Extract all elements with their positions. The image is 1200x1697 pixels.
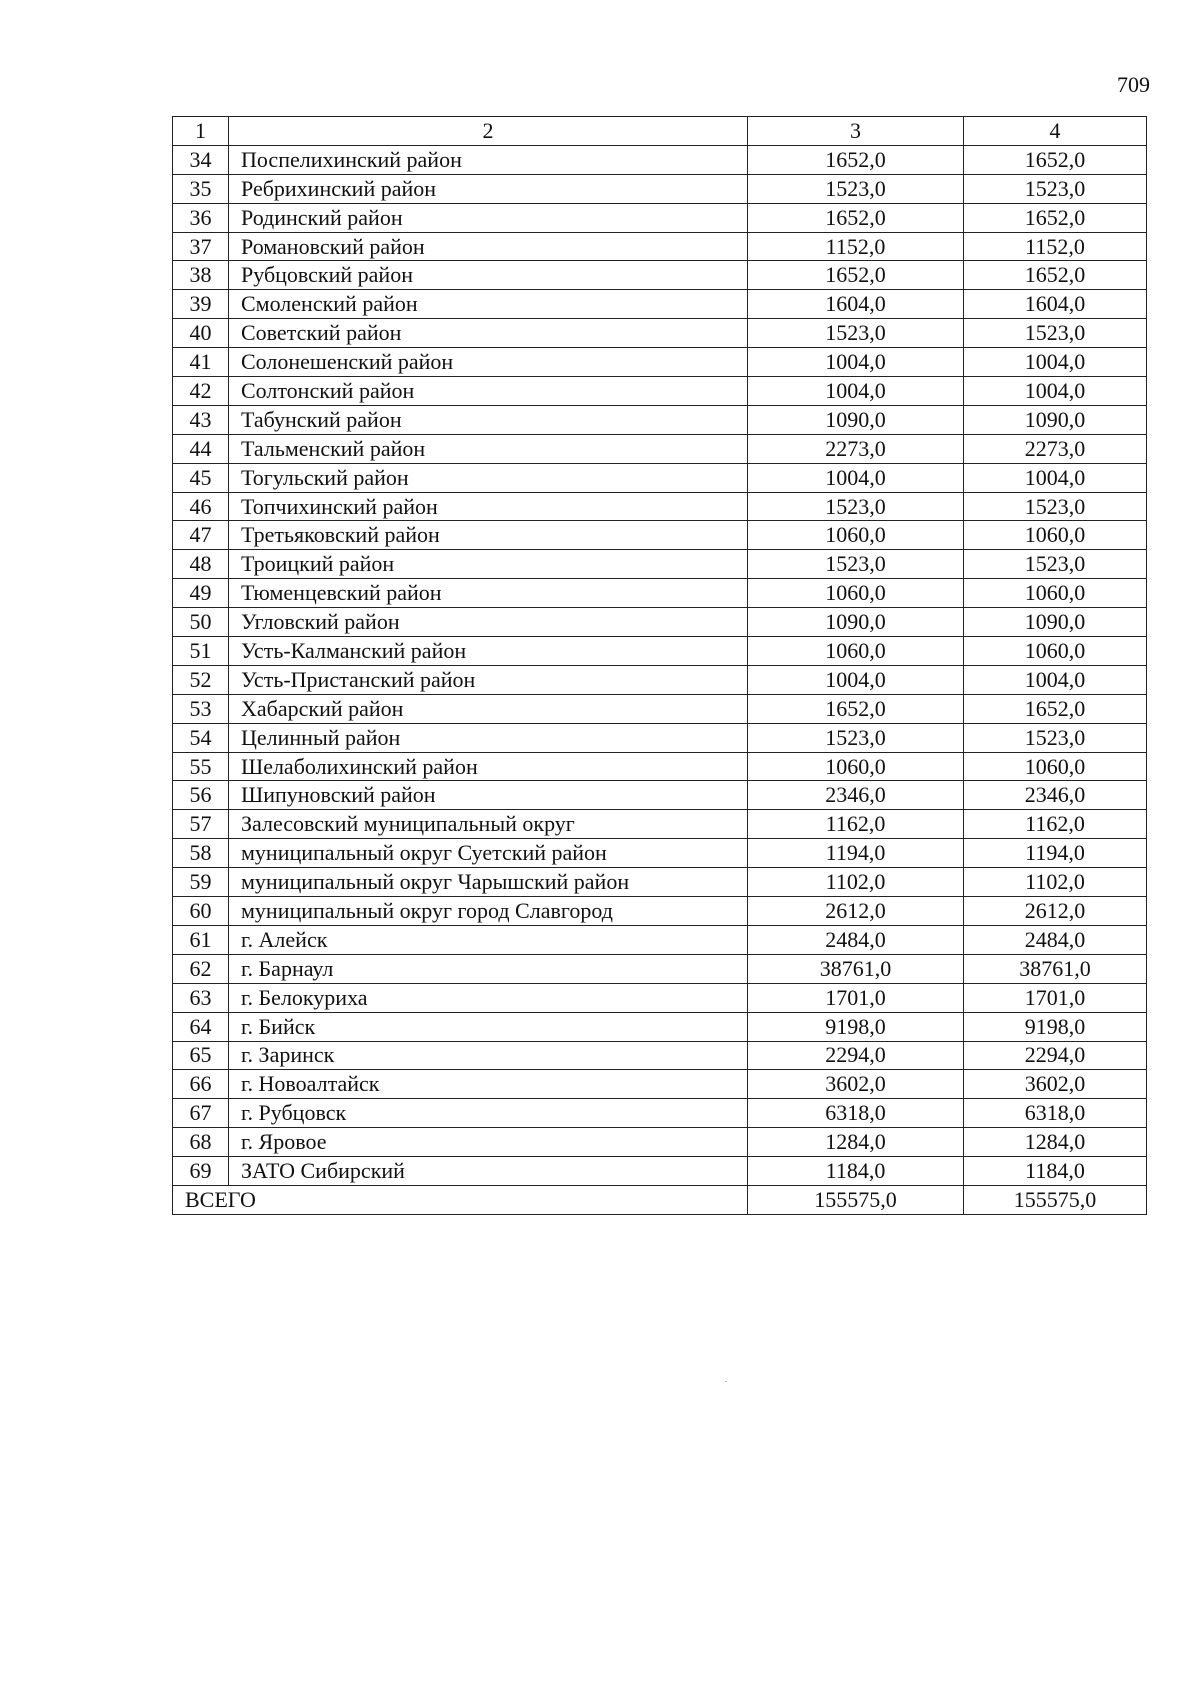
total-value-col3: 155575,0 <box>748 1185 964 1214</box>
row-value-col3: 1523,0 <box>748 492 964 521</box>
row-name: муниципальный округ город Славгород <box>229 897 748 926</box>
row-value-col3: 1701,0 <box>748 983 964 1012</box>
row-name: ЗАТО Сибирский <box>229 1157 748 1186</box>
table-row <box>173 319 1147 348</box>
total-label: ВСЕГО <box>173 1185 748 1214</box>
row-value-col3: 1523,0 <box>748 174 964 203</box>
scan-speck <box>725 1381 727 1382</box>
row-value-col4: 2294,0 <box>964 1041 1147 1070</box>
row-number: 37 <box>173 232 229 261</box>
row-value-col3: 3602,0 <box>748 1070 964 1099</box>
row-number: 57 <box>173 810 229 839</box>
row-value-col3: 1060,0 <box>748 637 964 666</box>
row-number: 40 <box>173 319 229 348</box>
table-row <box>173 723 1147 752</box>
row-value-col3: 1523,0 <box>748 550 964 579</box>
row-number: 39 <box>173 290 229 319</box>
row-number: 51 <box>173 637 229 666</box>
row-value-col3: 1652,0 <box>748 203 964 232</box>
row-name: Тюменцевский район <box>229 579 748 608</box>
row-number: 48 <box>173 550 229 579</box>
allocation-table <box>172 116 1147 1215</box>
row-value-col4: 1604,0 <box>964 290 1147 319</box>
table-row <box>173 492 1147 521</box>
row-name: муниципальный округ Суетский район <box>229 839 748 868</box>
row-value-col3: 9198,0 <box>748 1012 964 1041</box>
row-name: г. Барнаул <box>229 954 748 983</box>
table-row <box>173 665 1147 694</box>
row-name: Целинный район <box>229 723 748 752</box>
row-value-col3: 1060,0 <box>748 752 964 781</box>
row-value-col3: 1194,0 <box>748 839 964 868</box>
row-value-col4: 1194,0 <box>964 839 1147 868</box>
table-row <box>173 839 1147 868</box>
row-value-col3: 2612,0 <box>748 897 964 926</box>
row-value-col4: 1090,0 <box>964 608 1147 637</box>
row-value-col3: 1102,0 <box>748 868 964 897</box>
row-number: 66 <box>173 1070 229 1099</box>
row-number: 49 <box>173 579 229 608</box>
row-value-col4: 1284,0 <box>964 1128 1147 1157</box>
table-row <box>173 232 1147 261</box>
row-value-col4: 2346,0 <box>964 781 1147 810</box>
row-value-col3: 2273,0 <box>748 434 964 463</box>
row-number: 54 <box>173 723 229 752</box>
row-number: 43 <box>173 405 229 434</box>
row-name: г. Яровое <box>229 1128 748 1157</box>
row-number: 53 <box>173 694 229 723</box>
table-row <box>173 954 1147 983</box>
row-value-col4: 1701,0 <box>964 983 1147 1012</box>
row-value-col4: 3602,0 <box>964 1070 1147 1099</box>
row-value-col3: 1184,0 <box>748 1157 964 1186</box>
table-row <box>173 405 1147 434</box>
row-number: 52 <box>173 665 229 694</box>
row-number: 65 <box>173 1041 229 1070</box>
row-value-col3: 38761,0 <box>748 954 964 983</box>
row-name: Троицкий район <box>229 550 748 579</box>
table-row <box>173 1041 1147 1070</box>
row-name: Табунский район <box>229 405 748 434</box>
row-number: 44 <box>173 434 229 463</box>
table-row <box>173 637 1147 666</box>
row-name: Романовский район <box>229 232 748 261</box>
row-value-col4: 1652,0 <box>964 145 1147 174</box>
row-value-col3: 1652,0 <box>748 145 964 174</box>
header-col-4: 4 <box>964 117 1147 146</box>
row-value-col4: 1004,0 <box>964 463 1147 492</box>
row-number: 58 <box>173 839 229 868</box>
row-number: 63 <box>173 983 229 1012</box>
total-row <box>173 1185 1147 1214</box>
row-name: г. Рубцовск <box>229 1099 748 1128</box>
table-body <box>173 117 1147 1215</box>
row-value-col4: 1523,0 <box>964 723 1147 752</box>
row-number: 62 <box>173 954 229 983</box>
header-col-1: 1 <box>173 117 229 146</box>
row-value-col3: 2346,0 <box>748 781 964 810</box>
row-value-col3: 1090,0 <box>748 608 964 637</box>
row-name: Топчихинский район <box>229 492 748 521</box>
row-value-col3: 1523,0 <box>748 723 964 752</box>
row-number: 59 <box>173 868 229 897</box>
table-row <box>173 983 1147 1012</box>
row-value-col4: 1652,0 <box>964 203 1147 232</box>
row-value-col3: 2294,0 <box>748 1041 964 1070</box>
table-row <box>173 810 1147 839</box>
row-value-col4: 1060,0 <box>964 521 1147 550</box>
table-row <box>173 434 1147 463</box>
total-value-col4: 155575,0 <box>964 1185 1147 1214</box>
row-number: 67 <box>173 1099 229 1128</box>
row-value-col4: 2612,0 <box>964 897 1147 926</box>
row-name: Шелаболихинский район <box>229 752 748 781</box>
table-row <box>173 145 1147 174</box>
row-value-col3: 1060,0 <box>748 521 964 550</box>
header-col-2: 2 <box>229 117 748 146</box>
row-value-col4: 1090,0 <box>964 405 1147 434</box>
row-value-col3: 1523,0 <box>748 319 964 348</box>
table-row <box>173 203 1147 232</box>
row-number: 60 <box>173 897 229 926</box>
row-name: муниципальный округ Чарышский район <box>229 868 748 897</box>
row-number: 55 <box>173 752 229 781</box>
row-value-col4: 1004,0 <box>964 665 1147 694</box>
table-row <box>173 608 1147 637</box>
row-name: Советский район <box>229 319 748 348</box>
table-row <box>173 550 1147 579</box>
table-row <box>173 752 1147 781</box>
row-number: 50 <box>173 608 229 637</box>
row-number: 35 <box>173 174 229 203</box>
row-name: Угловский район <box>229 608 748 637</box>
table-row <box>173 868 1147 897</box>
row-name: Тальменский район <box>229 434 748 463</box>
row-number: 38 <box>173 261 229 290</box>
row-name: Родинский район <box>229 203 748 232</box>
row-name: Солтонский район <box>229 377 748 406</box>
row-name: Смоленский район <box>229 290 748 319</box>
row-value-col3: 1004,0 <box>748 665 964 694</box>
row-name: г. Бийск <box>229 1012 748 1041</box>
row-value-col3: 2484,0 <box>748 925 964 954</box>
row-name: Усть-Калманский район <box>229 637 748 666</box>
table-row <box>173 261 1147 290</box>
row-value-col3: 1152,0 <box>748 232 964 261</box>
row-number: 46 <box>173 492 229 521</box>
row-value-col4: 1060,0 <box>964 579 1147 608</box>
table-row <box>173 897 1147 926</box>
row-number: 64 <box>173 1012 229 1041</box>
row-number: 61 <box>173 925 229 954</box>
row-value-col3: 1162,0 <box>748 810 964 839</box>
table-row <box>173 1012 1147 1041</box>
row-name: Третьяковский район <box>229 521 748 550</box>
row-value-col4: 1523,0 <box>964 550 1147 579</box>
table-row <box>173 1128 1147 1157</box>
row-value-col3: 1004,0 <box>748 377 964 406</box>
table-row <box>173 348 1147 377</box>
row-name: г. Алейск <box>229 925 748 954</box>
row-number: 45 <box>173 463 229 492</box>
row-value-col3: 1060,0 <box>748 579 964 608</box>
row-value-col4: 1152,0 <box>964 232 1147 261</box>
row-value-col4: 1652,0 <box>964 261 1147 290</box>
row-name: Рубцовский район <box>229 261 748 290</box>
row-number: 41 <box>173 348 229 377</box>
row-name: Солонешенский район <box>229 348 748 377</box>
row-value-col4: 1523,0 <box>964 174 1147 203</box>
table-row <box>173 579 1147 608</box>
row-value-col3: 6318,0 <box>748 1099 964 1128</box>
table-row <box>173 925 1147 954</box>
row-value-col3: 1090,0 <box>748 405 964 434</box>
row-name: Залесовский муниципальный округ <box>229 810 748 839</box>
table-row <box>173 174 1147 203</box>
row-value-col4: 1162,0 <box>964 810 1147 839</box>
row-name: Тогульский район <box>229 463 748 492</box>
row-value-col4: 1523,0 <box>964 492 1147 521</box>
row-value-col3: 1652,0 <box>748 694 964 723</box>
row-value-col3: 1284,0 <box>748 1128 964 1157</box>
row-value-col3: 1652,0 <box>748 261 964 290</box>
row-value-col4: 1523,0 <box>964 319 1147 348</box>
row-value-col3: 1004,0 <box>748 463 964 492</box>
table-row <box>173 377 1147 406</box>
table-row <box>173 781 1147 810</box>
table-row <box>173 1157 1147 1186</box>
row-value-col4: 6318,0 <box>964 1099 1147 1128</box>
row-name: г. Новоалтайск <box>229 1070 748 1099</box>
row-value-col4: 1004,0 <box>964 377 1147 406</box>
row-name: Поспелихинский район <box>229 145 748 174</box>
row-value-col3: 1004,0 <box>748 348 964 377</box>
row-number: 42 <box>173 377 229 406</box>
row-name: г. Заринск <box>229 1041 748 1070</box>
row-value-col4: 38761,0 <box>964 954 1147 983</box>
table-row <box>173 1099 1147 1128</box>
row-number: 69 <box>173 1157 229 1186</box>
row-value-col4: 1060,0 <box>964 637 1147 666</box>
page-number: 709 <box>1117 72 1150 97</box>
row-value-col4: 2484,0 <box>964 925 1147 954</box>
row-name: Шипуновский район <box>229 781 748 810</box>
table-row <box>173 521 1147 550</box>
row-number: 56 <box>173 781 229 810</box>
row-value-col4: 1102,0 <box>964 868 1147 897</box>
row-name: Ребрихинский район <box>229 174 748 203</box>
row-value-col3: 1604,0 <box>748 290 964 319</box>
table-row <box>173 1070 1147 1099</box>
table-row <box>173 290 1147 319</box>
row-name: Усть-Пристанский район <box>229 665 748 694</box>
row-value-col4: 2273,0 <box>964 434 1147 463</box>
table-header-row <box>173 117 1147 146</box>
row-value-col4: 1184,0 <box>964 1157 1147 1186</box>
row-value-col4: 1004,0 <box>964 348 1147 377</box>
row-name: г. Белокуриха <box>229 983 748 1012</box>
row-number: 34 <box>173 145 229 174</box>
row-number: 36 <box>173 203 229 232</box>
table-row <box>173 463 1147 492</box>
row-name: Хабарский район <box>229 694 748 723</box>
row-value-col4: 9198,0 <box>964 1012 1147 1041</box>
row-value-col4: 1652,0 <box>964 694 1147 723</box>
header-col-3: 3 <box>748 117 964 146</box>
row-number: 68 <box>173 1128 229 1157</box>
row-number: 47 <box>173 521 229 550</box>
row-value-col4: 1060,0 <box>964 752 1147 781</box>
table-row <box>173 694 1147 723</box>
